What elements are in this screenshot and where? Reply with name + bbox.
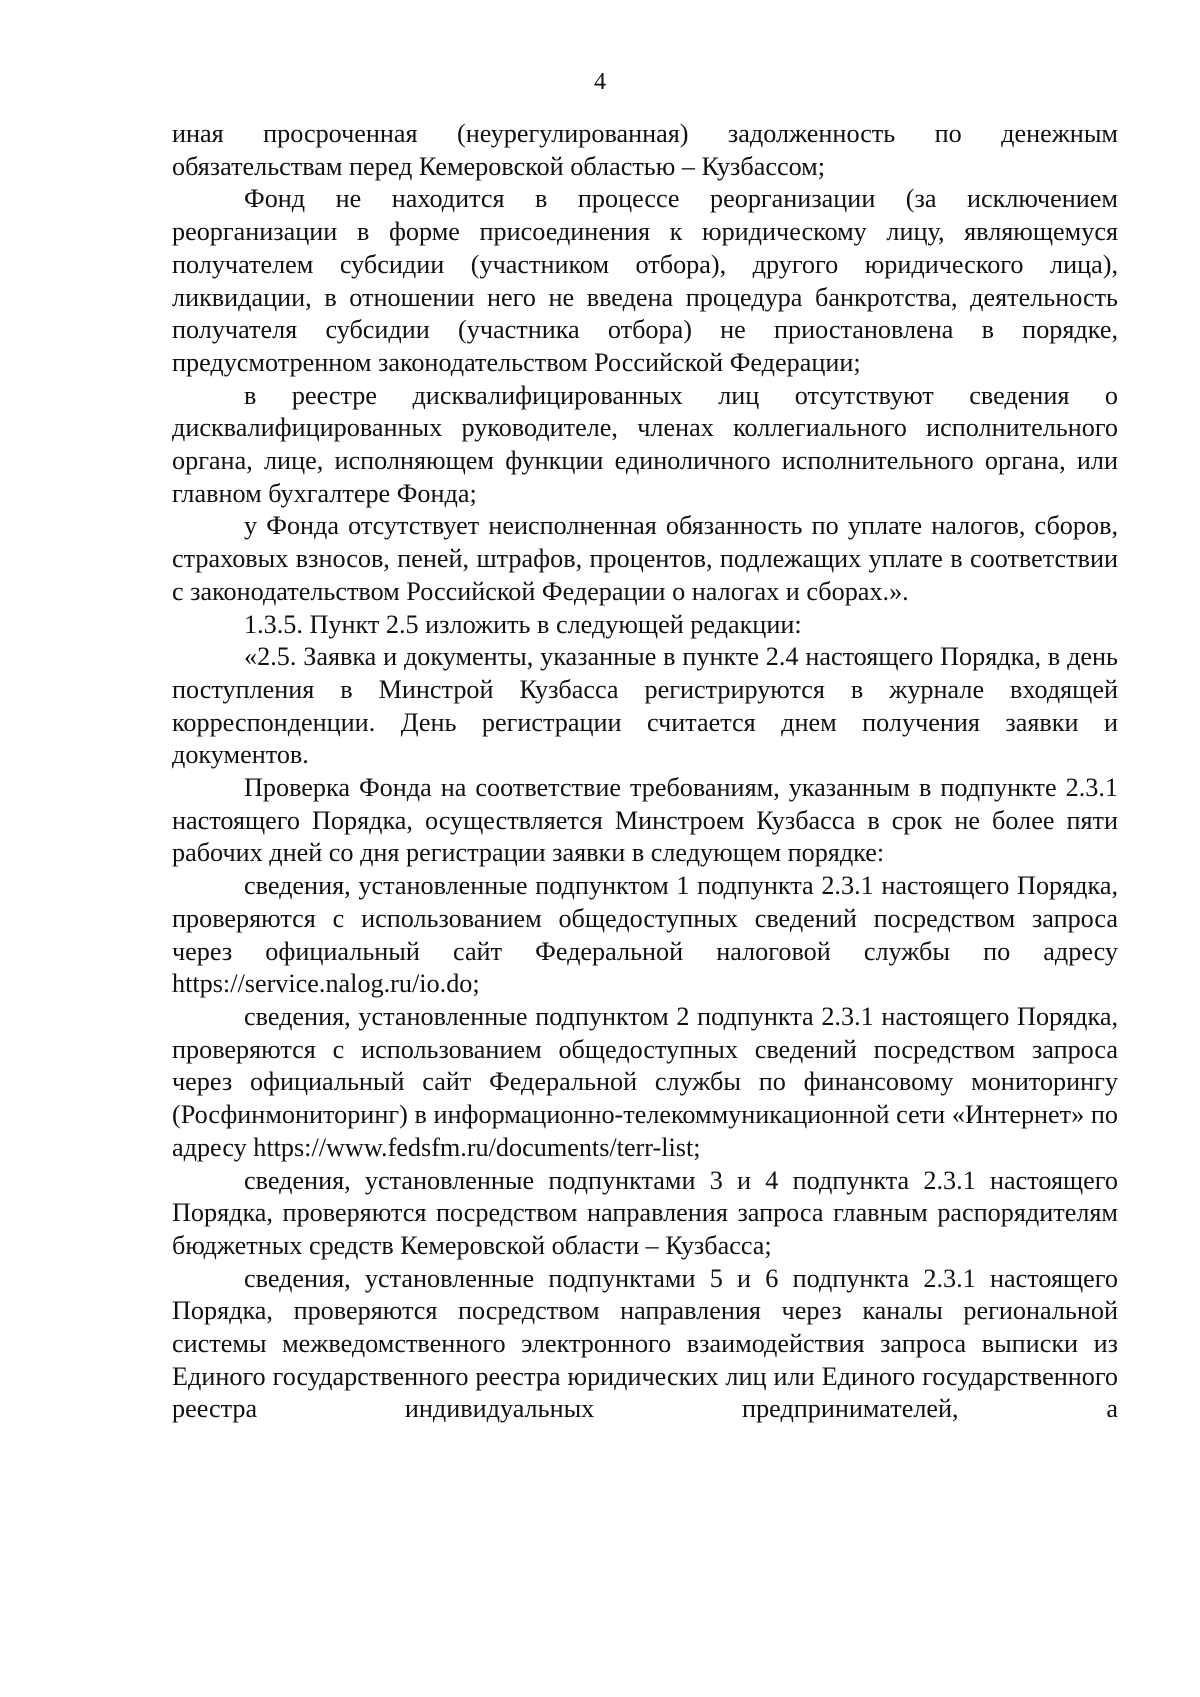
paragraph-subclause-1-check: сведения, установленные подпунктом 1 подпункта 2.3.1 настоящего Порядка, проверяются с использованием общедоступных сведений посредством запроса через официальный сайт Федеральной налоговой службы по адресу https://service.nalog.ru/io.do; [172,871,1118,999]
page-number: 4 [594,69,606,95]
paragraph-disqualified-registry: в реестре дисквалифицированных лиц отсутствуют сведения о дисквалифицированных руководителе, членах коллегиального исполнительного органа, лице, исполняющем функции единоличного исполнительного органа, или главном бухгалтере Фонда; [172,380,1118,508]
paragraph-debt-continuation: иная просроченная (неурегулированная) задолженность по денежным обязательствам перед Кемеровской областью – Кузбассом; [172,119,1118,181]
paragraph-subclauses-3-4-check: сведения, установленные подпунктами 3 и 4 подпункта 2.3.1 настоящего Порядка, проверяются посредством направления запроса главным распорядителям бюджетных средств Кемеровской области – Кузбасса; [172,1165,1118,1260]
paragraph-subclauses-5-6-check: сведения, установленные подпунктами 5 и 6 подпункта 2.3.1 настоящего Порядка, проверяются посредством направления через каналы региональной системы межведомственного электронного взаимодействия запроса выписки из Единого государственного реестра юридических лиц или Единого государственного реестра индивидуальных предпринимателей, а [172,1263,1118,1424]
paragraph-fund-verification: Проверка Фонда на соответствие требованиям, указанным в подпункте 2.3.1 настоящего Порядка, осуществляется Минстроем Кузбасса в срок не более пяти рабочих дней со дня регистрации заявки в следующем порядке: [172,773,1118,868]
document-body [172,118,1118,1426]
paragraph-reorganization: Фонд не находится в процессе реорганизации (за исключением реорганизации в форме присоединения к юридическому лицу, являющемуся получателем субсидии (участником отбора), другого юридического лица), ликвидации, в отношении него не введена процедура банкротства, деятельность получателя субсидии (участника отбора) не приостановлена в порядке, предусмотренном законодательством Российской Федерации; [172,184,1118,377]
paragraph-clause-2-5: «2.5. Заявка и документы, указанные в пункте 2.4 настоящего Порядка, в день поступления в Минстрой Кузбасса регистрируются в журнале входящей корреспонденции. День регистрации считается днем получения заявки и документов. [172,642,1118,770]
paragraph-clause-1-3-5: 1.3.5. Пункт 2.5 изложить в следующей редакции: [244,609,802,639]
paragraph-tax-obligations: у Фонда отсутствует неисполненная обязанность по уплате налогов, сборов, страховых взносов, пеней, штрафов, процентов, подлежащих уплате в соответствии с законодательством Российской Федерации о налогах и сборах.». [172,511,1118,606]
paragraph-subclause-2-check: сведения, установленные подпунктом 2 подпункта 2.3.1 настоящего Порядка, проверяются с использованием общедоступных сведений посредством запроса через официальный сайт Федеральной службы по финансовому мониторингу (Росфинмониторинг) в информационно-телекоммуникационной сети «Интернет» по адресу https://www.fedsfm.ru/documents/terr-list; [172,1001,1118,1162]
